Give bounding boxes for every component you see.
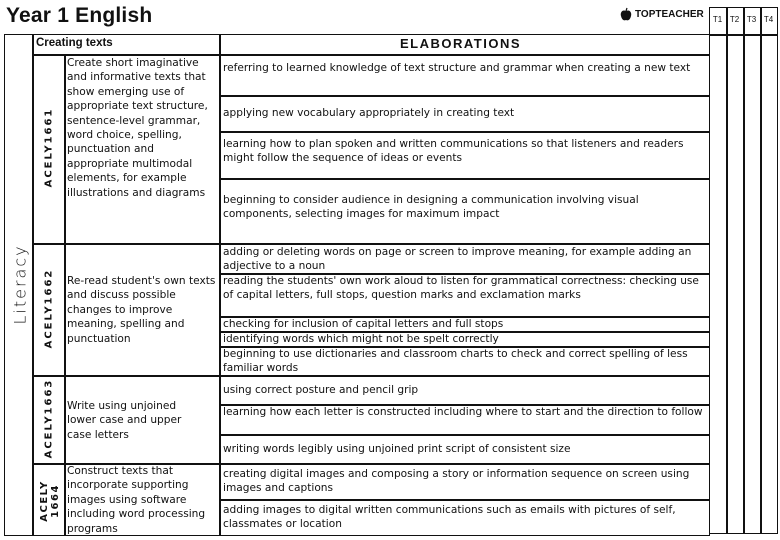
elaboration: reading the students' own work aloud to listen for grammatical correctness: checking use of capital letters, full stops, question marks and exclamation marks bbox=[223, 275, 699, 302]
code-acely1663: ACELY1663 bbox=[43, 378, 55, 459]
elaboration: adding images to digital written communications such as emails with pictures of self, classmates or location bbox=[223, 504, 676, 531]
elaboration: applying new vocabulary appropriately in creating text bbox=[223, 107, 515, 119]
description-row-2: Re-read student's own texts and discuss possible changes to improve meaning, spelling and punctuation bbox=[67, 275, 216, 345]
description-row-4: Construct texts that incorporate supporting images using software including word processing programs bbox=[67, 465, 206, 535]
elaboration: writing words legibly using unjoined print script of consistent size bbox=[223, 443, 571, 455]
term-2-heading: T2 bbox=[729, 15, 740, 24]
elaboration: learning how each letter is constructed including where to start and the direction to follow bbox=[223, 406, 703, 418]
elaboration: checking for inclusion of capital letters and full stops bbox=[223, 318, 504, 330]
elaboration: beginning to use dictionaries and classroom charts to check and correct spelling of less familiar words bbox=[223, 348, 688, 375]
description-row-1: Create short imaginative and informative texts that show emerging use of appropriate text structure, sentence-level grammar, word choice, spelling, punctuation and appropriate multimodal elements, for example illustrations and diagrams bbox=[67, 57, 208, 199]
elaboration: creating digital images and composing a story or information sequence on screen using images and captions bbox=[223, 468, 690, 495]
logo-text: TOPTEACHER bbox=[635, 9, 704, 20]
code-line: ACELY bbox=[39, 480, 50, 522]
code-acely1664 bbox=[39, 471, 61, 531]
elaboration: adding or deleting words on page or screen to improve meaning, for example adding an adjective to a noun bbox=[223, 246, 692, 273]
section-label-literacy: Literacy bbox=[10, 244, 30, 325]
elaboration: referring to learned knowledge of text structure and grammar when creating a new text bbox=[223, 62, 691, 74]
elaboration: identifying words which might not be spelt correctly bbox=[223, 333, 499, 345]
elaboration: beginning to consider audience in designing a communication involving visual components, selecting images for maximum impact bbox=[223, 194, 639, 221]
term-3-heading: T3 bbox=[746, 15, 757, 24]
table-left-header: Creating texts bbox=[36, 37, 113, 49]
term-4-heading: T4 bbox=[763, 15, 774, 24]
page-title: Year 1 English bbox=[6, 4, 153, 27]
table-right-header: ELABORATIONS bbox=[400, 36, 522, 51]
elaboration: using correct posture and pencil grip bbox=[223, 384, 419, 396]
apple-icon bbox=[620, 7, 632, 22]
elaboration: learning how to plan spoken and written communications so that listeners and readers might follow the sequence of ideas or events bbox=[223, 138, 684, 165]
brand-logo bbox=[620, 7, 704, 22]
description-row-3: Write using unjoined lower case and upper case letters bbox=[67, 400, 182, 441]
code-line: 1664 bbox=[50, 484, 61, 518]
code-acely1661: ACELY1661 bbox=[43, 107, 55, 188]
code-acely1662: ACELY1662 bbox=[43, 268, 55, 349]
term-1-heading: T1 bbox=[712, 15, 723, 24]
